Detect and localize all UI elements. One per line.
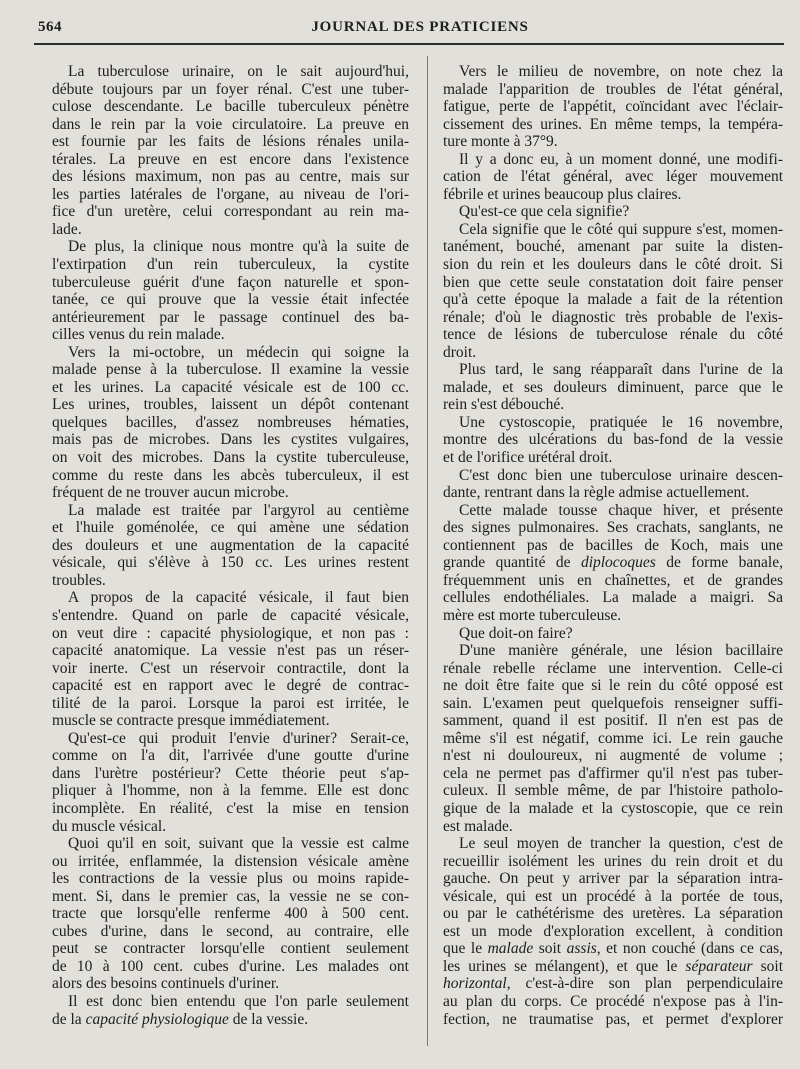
text-line: cilles venus du rein malade.: [52, 326, 225, 344]
text-line: samment, quand il est positif. Il n'en est pas de: [443, 712, 783, 730]
text-line: l'extirpation d'un rein tuberculeux, la cystite: [52, 256, 409, 274]
text-line: au plan du corps. Ce procédé n'expose pas à l'in-: [443, 992, 783, 1010]
text-line: vésicale, qui est un procédé à la portée de tous,: [443, 887, 783, 905]
text-line: Vers la mi-octobre, un médecin qui soigne la: [68, 343, 409, 361]
text-line: troubles.: [52, 571, 106, 589]
text-line: pliquer à l'homme, non à la femme. Elle est donc: [52, 782, 409, 800]
text-segment: de la: [52, 1010, 86, 1028]
text-line: mais pas de microbes. Dans les cystites vulgaires,: [52, 431, 409, 449]
text-line: culeux. Il semble même, de par l'histoire patholo-: [443, 782, 783, 800]
text-line: fréquemment unis en chaînettes, et de grandes: [443, 571, 783, 589]
text-line: contiennent pas de bacilles de Koch, mais une: [443, 536, 783, 554]
paragraph: [443, 625, 783, 643]
text-line: Cela signifie que le côté qui suppure s'est, momen-: [459, 220, 783, 238]
paragraph: [52, 238, 409, 343]
paragraph: [52, 344, 409, 502]
text-line: fection, ne traumatise pas, et permet d'explorer: [443, 1010, 783, 1028]
text-line: rénale; d'où le diagnostic très probable de l'exis-: [443, 308, 783, 326]
text-line: sion du rein et les douleurs dans le côté droit. Si: [443, 256, 783, 274]
text-line: Il est donc bien entendu que l'on parle seulement: [68, 992, 409, 1010]
text-line: muscle se contracte presque immédiatement.: [52, 712, 330, 730]
text-line: alors des besoins continuels d'uriner.: [52, 975, 280, 993]
paragraph: [443, 502, 783, 625]
text-line: on veut dire : capacité physiologique, et non pas :: [52, 624, 409, 642]
text-line: Il y a donc eu, à un moment donné, une modifi-: [459, 150, 783, 168]
text-line: ne doit être faite que si le rein du côté opposé est: [443, 677, 783, 695]
text-line: Qu'est-ce que cela signifie?: [459, 203, 630, 221]
text-line: fébrile et urines beaucoup plus claires.: [443, 185, 682, 203]
text-line: Cette malade tousse chaque hiver, et présente: [459, 501, 783, 519]
text-line: s'entendre. Quand on parle de capacité vésicale,: [52, 606, 409, 624]
text-line: droit.: [443, 343, 477, 361]
text-line: dans l'urètre postérieur? Cette théorie peut s'ap-: [52, 764, 409, 782]
italic-text: capacité physiologique: [85, 1010, 229, 1028]
text-line: incomplète. En réalité, c'est la mise en tension: [52, 799, 409, 817]
text-segment: que le: [443, 940, 488, 958]
text-line: du muscle vésical.: [52, 817, 167, 835]
text-line: [443, 958, 783, 976]
paragraph: [443, 642, 783, 835]
right-column: [443, 63, 783, 1028]
text-line: malade l'apparition de troubles de l'état général,: [443, 80, 783, 98]
italic-text: malade: [487, 940, 534, 958]
text-line: sain. L'examen peut quelquefois renseigner suffi-: [443, 694, 783, 712]
text-line: tuberculeuse guérit d'une façon naturelle et spon-: [52, 273, 409, 291]
header-rule: [34, 43, 784, 45]
text-line: vésicale, qui s'élève à 150 cc. Les urines restent: [52, 554, 409, 572]
text-line: même s'il est négatif, comme ici. Le rein gauche: [443, 729, 783, 747]
text-line: capacité est en rapport avec le degré de contrac-: [52, 677, 409, 695]
text-line: Le seul moyen de trancher la question, c'est de: [459, 835, 783, 853]
text-line: capacité anatomique. La vessie n'est pas un réser-: [52, 642, 409, 660]
text-line: Les urines, troubles, laissent un dépôt contenant: [52, 396, 409, 414]
text-line: tilité de la paroi. Lorsque la paroi est irritée, le: [52, 694, 409, 712]
text-line: on voit des microbes. Dans la cystite tuberculeuse,: [52, 449, 409, 467]
text-line: malade, et ses douleurs diminuent, parce que le: [443, 378, 783, 396]
text-line: dans le rein par la voie circulatoire. La preuve en: [52, 115, 409, 133]
text-line: est malade.: [443, 817, 513, 835]
text-line: tanée, ce qui prouve que la vessie était infectée: [52, 291, 409, 309]
text-line: des lésions maximum, non pas au centre, mais sur: [52, 168, 409, 186]
text-line: Qu'est-ce qui produit l'envie d'uriner? Serait-ce,: [68, 729, 409, 747]
paragraph: [443, 221, 783, 361]
text-line: et les urines. La capacité vésicale est de 100 cc.: [52, 378, 409, 396]
text-line: et l'huile goménolée, ce qui amène une sédation: [52, 519, 409, 537]
text-line: Plus tard, le sang réapparaît dans l'urine de la: [459, 361, 783, 379]
text-line: comme du reste dans les abcès tuberculeux, il est: [52, 466, 409, 484]
text-line: tence de lésions de tuberculose rénale du côté: [443, 326, 783, 344]
text-line: est fournie par les faits de lésions rénales unila-: [52, 133, 409, 151]
text-line: fice d'un uretère, celui correspondant au rein ma-: [52, 203, 409, 221]
paragraph: [52, 502, 409, 590]
text-line: tracte que lorsqu'elle renferme 400 à 500 cent.: [52, 905, 409, 923]
text-line: [443, 940, 783, 958]
text-segment: soit: [752, 957, 783, 975]
text-line: les parties latérales de l'organe, au niveau de l'ori-: [52, 185, 409, 203]
text-line: La tuberculose urinaire, on le sait aujourd'hui,: [68, 63, 409, 80]
text-line: culose descendante. Le bacille tuberculeux pénètre: [52, 98, 409, 116]
paragraph: [443, 63, 783, 151]
text-line: recueillir isolément les urines du rein droit et du: [443, 852, 783, 870]
text-line: peut se contracter lorsqu'elle contient seulement: [52, 940, 409, 958]
left-column: [52, 63, 409, 1028]
text-line: lade.: [52, 220, 82, 238]
text-line: de 10 à 100 cent. cubes d'urine. Les malades ont: [52, 957, 409, 975]
italic-text: assis: [566, 940, 597, 958]
italic-text: séparateur: [685, 957, 753, 975]
text-line: montre des ulcérations du bas-fond de la vessie: [443, 431, 783, 449]
text-line: [443, 554, 783, 572]
paragraph: [443, 467, 783, 502]
column-rule: [427, 56, 428, 1046]
text-line: antérieurement par le passage continuel des ba-: [52, 308, 409, 326]
text-segment: , et non couché (dans ce cas,: [596, 940, 783, 958]
italic-text: diplocoques: [580, 554, 656, 572]
text-line: débute toujours par un foyer rénal. C'est une tuber-: [52, 80, 409, 98]
paragraph: [52, 993, 409, 1028]
text-segment: les urines se mélangent), et que le: [443, 957, 686, 975]
text-line: D'une manière générale, une lésion bacillaire: [459, 642, 783, 660]
paragraph: [443, 203, 783, 221]
paragraph: [443, 361, 783, 414]
text-line: La malade est traitée par l'argyrol au centième: [68, 501, 409, 519]
text-line: ou irritée, enflammée, la distension vésicale amène: [52, 852, 409, 870]
text-line: ment. Si, dans le premier cas, la vessie ne se con-: [52, 887, 409, 905]
text-line: dante, rentrant dans la règle admise actuellement.: [443, 484, 750, 502]
text-line: des signes pulmonaires. Ses crachats, sanglants, ne: [443, 519, 783, 537]
paragraph: [443, 151, 783, 204]
paragraph: [443, 835, 783, 1028]
text-line: voir inerte. C'est un réservoir contractile, dont la: [52, 659, 409, 677]
text-line: ou par le cathétérisme des uretères. La séparation: [443, 905, 783, 923]
text-line: cissement des urines. En même temps, la tempéra-: [443, 115, 783, 133]
text-line: térales. La preuve en est encore dans l'existence: [52, 150, 409, 168]
text-line: gauche. On peut y arriver par la séparation intra-: [443, 870, 783, 888]
text-segment: de forme banale,: [655, 554, 783, 572]
text-line: rein s'est débouché.: [443, 396, 565, 414]
italic-text: horizontal: [443, 975, 507, 993]
text-line: [52, 1011, 409, 1029]
text-segment: soit: [533, 940, 567, 958]
page-number: 564: [38, 19, 62, 35]
text-line: et de l'orifice urétéral droit.: [443, 449, 613, 467]
text-segment: de la vessie.: [228, 1010, 309, 1028]
paragraph: [52, 835, 409, 993]
text-line: les contractions de la vessie plus ou moins rapide-: [52, 870, 409, 888]
text-line: A propos de la capacité vésicale, il faut bien: [68, 589, 409, 607]
text-line: est un mode d'exploration excellent, à condition: [443, 922, 783, 940]
text-line: gique de la malade et la cystoscopie, que ce rein: [443, 799, 783, 817]
text-line: [443, 975, 783, 993]
text-line: De plus, la clinique nous montre qu'à la suite de: [68, 238, 409, 256]
text-line: des douleurs et une augmentation de la capacité: [52, 536, 409, 554]
text-line: C'est donc bien une tuberculose urinaire descen-: [459, 466, 783, 484]
text-line: quelques bacilles, d'assez nombreuses hématies,: [52, 413, 409, 431]
paragraph: [443, 414, 783, 467]
text-line: mère est morte tuberculeuse.: [443, 606, 622, 624]
text-line: ture monte à 37°9.: [443, 133, 558, 151]
text-segment: grande quantité de: [443, 554, 581, 572]
text-line: Vers le milieu de novembre, on note chez la: [459, 63, 783, 80]
paragraph: [52, 730, 409, 835]
text-line: Que doit-on faire?: [459, 624, 573, 642]
text-line: Une cystoscopie, pratiquée le 16 novembre,: [459, 413, 783, 431]
text-line: comme on l'a dit, l'arrivée d'une goutte d'urine: [52, 747, 409, 765]
text-line: cation de l'état général, avec léger mouvement: [443, 168, 783, 186]
text-line: fatigue, perte de l'appétit, coïncidant avec l'éclair-: [443, 98, 783, 116]
paragraph: [52, 63, 409, 238]
paragraph: [52, 589, 409, 729]
text-line: cela ne permet pas d'affirmer qu'il n'est pas tuber-: [443, 764, 783, 782]
journal-title: JOURNAL DES PRATICIENS: [311, 19, 529, 35]
text-line: tanément, bouché, amenant par suite la disten-: [443, 238, 783, 256]
text-line: cubes d'urine, dans le second, au contraire, elle: [52, 922, 409, 940]
text-line: n'est ni douloureux, ni augmenté de volume ;: [443, 747, 783, 765]
text-segment: , c'est-à-dire son plan perpendiculaire: [506, 975, 783, 993]
text-line: fréquent de ne trouver aucun microbe.: [52, 484, 289, 502]
text-line: malade pense à la tuberculose. Il examine la vessie: [52, 361, 409, 379]
text-line: rénale rebelle réclame une intervention. Celle-ci: [443, 659, 783, 677]
text-line: Quoi qu'il en soit, suivant que la vessie est calme: [68, 835, 409, 853]
text-line: qu'à cette époque la malade a fait de la rétention: [443, 291, 783, 309]
text-line: bien que cette seule constatation doit faire penser: [443, 273, 783, 291]
text-line: cellules endothéliales. La malade a maigri. Sa: [443, 589, 783, 607]
